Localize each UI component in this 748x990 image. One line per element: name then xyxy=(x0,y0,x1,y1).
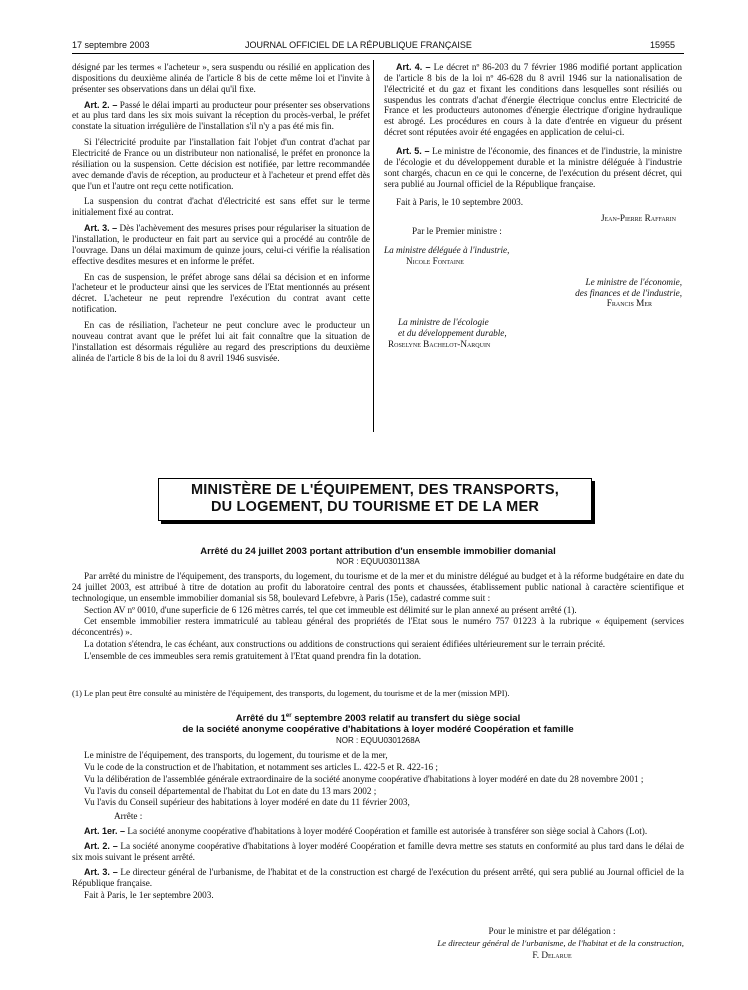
article-label: Art. 4. – xyxy=(396,62,431,72)
article-text: La société anonyme coopérative d'habitations à loyer modéré Coopération et famille est autorisée à transférer son siège social à Cahors (Lot). xyxy=(125,826,648,837)
paragraph: Par arrêté du ministre de l'équipement, des transports, du logement, du tourisme et de la mer et du ministre délégué au budget et à la réforme budgétaire en date du 24 juillet 2003, est attribué à titre de dotation au profit du laboratoire central des ponts et chaussées, établissement public national à caractère scientifique et technologique, un ensemble immobilier domanial sis 58, boulevard Lefebvre, à Paris (15e), cadastré comme suit : xyxy=(72,571,684,603)
paragraph: Si l'électricité produite par l'installation fait l'objet d'un contrat d'achat par Electricité de France ou un distributeur non nationalisé, le préfet en prononce la résiliation ou la suspension. Cette décision est notifiée, par lettre recommandée avec demande d'avis de réception, au producteur et à l'acheteur et prend effet dès que l'un et l'autre ont reçu cette notification. xyxy=(72,137,370,191)
signature-title: Le directeur général de l'urbanisme, de l'habitat et de la construction, xyxy=(437,938,684,948)
header-title: JOURNAL OFFICIEL DE LA RÉPUBLIQUE FRANÇAISE xyxy=(245,40,472,50)
paragraph: Cet ensemble immobilier restera immatriculé au tableau général des propriétés de l'Etat sous le numéro 757 01223 à la rubrique « équipement (services déconcentrés) ». xyxy=(72,616,684,638)
signature-name: Nicole Fontaine xyxy=(406,255,464,266)
article-4 xyxy=(384,62,682,138)
arrete-word: Arrête : xyxy=(114,811,143,822)
paragraph: Section AV nº 0010, d'une superficie de 6 126 mètres carrés, tel que cet immeuble est délimité sur le plan annexé au présent arrêté (1). xyxy=(84,604,577,615)
header-page-number: 15955 xyxy=(650,40,676,50)
signature-title: La ministre déléguée à l'industrie, xyxy=(384,245,510,256)
signature-title: et du développement durable, xyxy=(398,328,507,339)
article-label: Art. 3. – xyxy=(84,223,118,234)
header-rule xyxy=(72,53,684,54)
arrete-title-line2: de la société anonyme coopérative d'habitations à loyer modéré Coopération et famille xyxy=(182,724,574,735)
paragraph: Vu l'avis du conseil départemental de l'habitat du Lot en date du 13 mars 2002 ; xyxy=(84,785,377,796)
done-at: Fait à Paris, le 10 septembre 2003. xyxy=(396,197,524,208)
article-text: La société anonyme coopérative d'habitations à loyer modéré Coopération et famille devra mettre ses statuts en conformité au plus tard dans le délai de six mois suivant le présent arrêté. xyxy=(72,841,684,862)
article-label: Art. 2. – xyxy=(84,99,118,110)
arrete-body xyxy=(72,750,684,902)
signature-title: La ministre de l'écologie xyxy=(398,317,489,328)
article-label: Art. 2. – xyxy=(84,841,118,852)
ministry-heading-line: MINISTÈRE DE L'ÉQUIPEMENT, DES TRANSPORTS, xyxy=(191,482,559,498)
nor-reference: NOR : EQUU0301138A xyxy=(336,557,420,566)
article-text: Le décret nº 86-203 du 7 février 1986 modifié portant application de l'article 8 bis de la loi nº 46-628 du 8 avril 1946 sur la nationalisation de l'électricité et du gaz et fixant les conditions dans lesquelles sont résiliés ou suspendus les contrats d'achat d'énergie électrique conclus entre Electricité de France et les producteurs autonomes d'énergie électrique d'origine hydraulique est abrogé. Les procédures en cours à la date d'entrée en vigueur du présent décret sont réputées avoir été engagées en application de celui-ci. xyxy=(384,62,682,138)
right-column xyxy=(384,62,682,350)
article-label: Art. 3. – xyxy=(84,866,118,877)
paragraph: Le ministre de l'équipement, des transports, du logement, du tourisme et de la mer, xyxy=(84,750,388,760)
arrete-title-part: Arrêté du 1 xyxy=(235,713,286,725)
column-divider xyxy=(373,60,374,432)
superscript: er xyxy=(285,713,292,719)
signature-pm: Jean-Pierre Raffarin xyxy=(600,213,676,224)
ministry-heading-line: DU LOGEMENT, DU TOURISME ET DE LA MER xyxy=(210,499,540,515)
paragraph: désigné par les termes « l'acheteur », sera suspendu ou résilié en application des dispositions du deuxième alinéa de l'article 8 bis de cette même loi et l'invite à présenter ses observations dans un délai qu'il fixe. xyxy=(72,62,370,94)
paragraph: En cas de résiliation, l'acheteur ne peut conclure avec le producteur un nouveau contrat avant que le préfet lui ait fait connaître que la situation de l'installation est désormais régulière au regard des prescriptions du deuxième alinéa de l'article 8 bis de la loi du 8 avril 1946 susvisée. xyxy=(72,320,370,363)
article-2 xyxy=(72,100,370,133)
ministry-heading-box xyxy=(158,478,592,521)
paragraph: En cas de suspension, le préfet abroge sans délai sa décision et en informe l'acheteur et le producteur ainsi que les services de l'Etat mentionnés au présent décret. L'acheteur ne peut reprendre l'exécution du contrat avant cette notification. xyxy=(72,271,370,315)
paragraph: Vu la délibération de l'assemblée générale extraordinaire de la société anonyme coopérative d'habitations à loyer modéré en date du 28 novembre 2001 ; xyxy=(84,773,644,784)
paragraph: La suspension du contrat d'achat d'électricité est sans effet sur le terme initialement fixé au contrat. xyxy=(72,196,370,218)
arrete-title-part: septembre 2003 relatif au transfert du siège social xyxy=(291,713,521,725)
paragraph: L'ensemble de ces immeubles sera remis gratuitement à l'Etat quand prendra fin la dotation. xyxy=(84,651,422,662)
arrete-title: Arrêté du 24 juillet 2003 portant attribution d'un ensemble immobilier domanial xyxy=(200,546,556,557)
article-3 xyxy=(72,223,370,266)
paragraph: Vu le code de la construction et de l'habitation, et notamment ses articles L. 422-5 et R. 422-16 ; xyxy=(84,761,438,772)
signature-title: Le ministre de l'économie, xyxy=(585,276,682,287)
article-text: Passé le délai imparti au producteur pour présenter ses observations et au plus tard dans les six mois suivant la réception du procès-verbal, le préfet constate la situation irrégulière de l'installation s'il n'y a pas été mis fin. xyxy=(72,99,370,132)
paragraph: Vu l'avis du Conseil supérieur des habitations à loyer modéré en date du 11 février 2003, xyxy=(84,797,410,808)
signature-name: Francis Mer xyxy=(606,298,652,309)
article-label: Art. 5. – xyxy=(396,146,430,157)
signature-name: Roselyne Bachelot-Narquin xyxy=(388,339,491,350)
nor-reference: NOR : EQUU0301268A xyxy=(335,736,421,745)
signature-name: F. Delarue xyxy=(532,950,572,960)
signature-delegation: Pour le ministre et par délégation : xyxy=(488,926,616,936)
article-label: Art. 1er. – xyxy=(84,826,126,837)
footnote: (1) Le plan peut être consulté au ministère de l'équipement, des transports, du logement, du tourisme et de la mer (mission MPI). xyxy=(72,688,510,698)
arrete-body xyxy=(72,571,684,663)
arrete-title xyxy=(72,713,684,724)
article-text: Le ministre de l'économie, des finances et de l'industrie, la ministre de l'écologie et du développement durable et la ministre déléguée à l'industrie sont chargés, chacun en ce qui le concerne, de l'exécution du présent décret, qui sera publié au Journal officiel de la République française. xyxy=(384,146,682,189)
header-date: 17 septembre 2003 xyxy=(72,40,150,50)
article-text: Le directeur général de l'urbanisme, de l'habitat et de la construction est chargé de l'exécution du présent arrêté, qui sera publié au Journal officiel de la République française. xyxy=(72,866,684,888)
article-1 xyxy=(72,826,684,837)
signature-title: des finances et de l'industrie, xyxy=(575,287,682,298)
article-text: Dès l'achèvement des mesures prises pour régulariser la situation de l'installation, le producteur en fait part au service qui a procédé au contrôle de l'ouvrage. Dans un délai maximum de quinze jours, celui-ci vérifie la réalisation effective desdites mesures et en informe le préfet. xyxy=(72,223,370,266)
left-column xyxy=(72,62,370,368)
paragraph: La dotation s'étendra, le cas échéant, aux constructions ou additions de constructions qui seraient édifiées ultérieurement sur le terrain précité. xyxy=(84,639,606,650)
article-2 xyxy=(72,841,684,863)
article-5 xyxy=(384,146,682,189)
done-at: Fait à Paris, le 1er septembre 2003. xyxy=(84,890,214,901)
article-3 xyxy=(72,867,684,889)
signature-by: Par le Premier ministre : xyxy=(412,226,502,237)
